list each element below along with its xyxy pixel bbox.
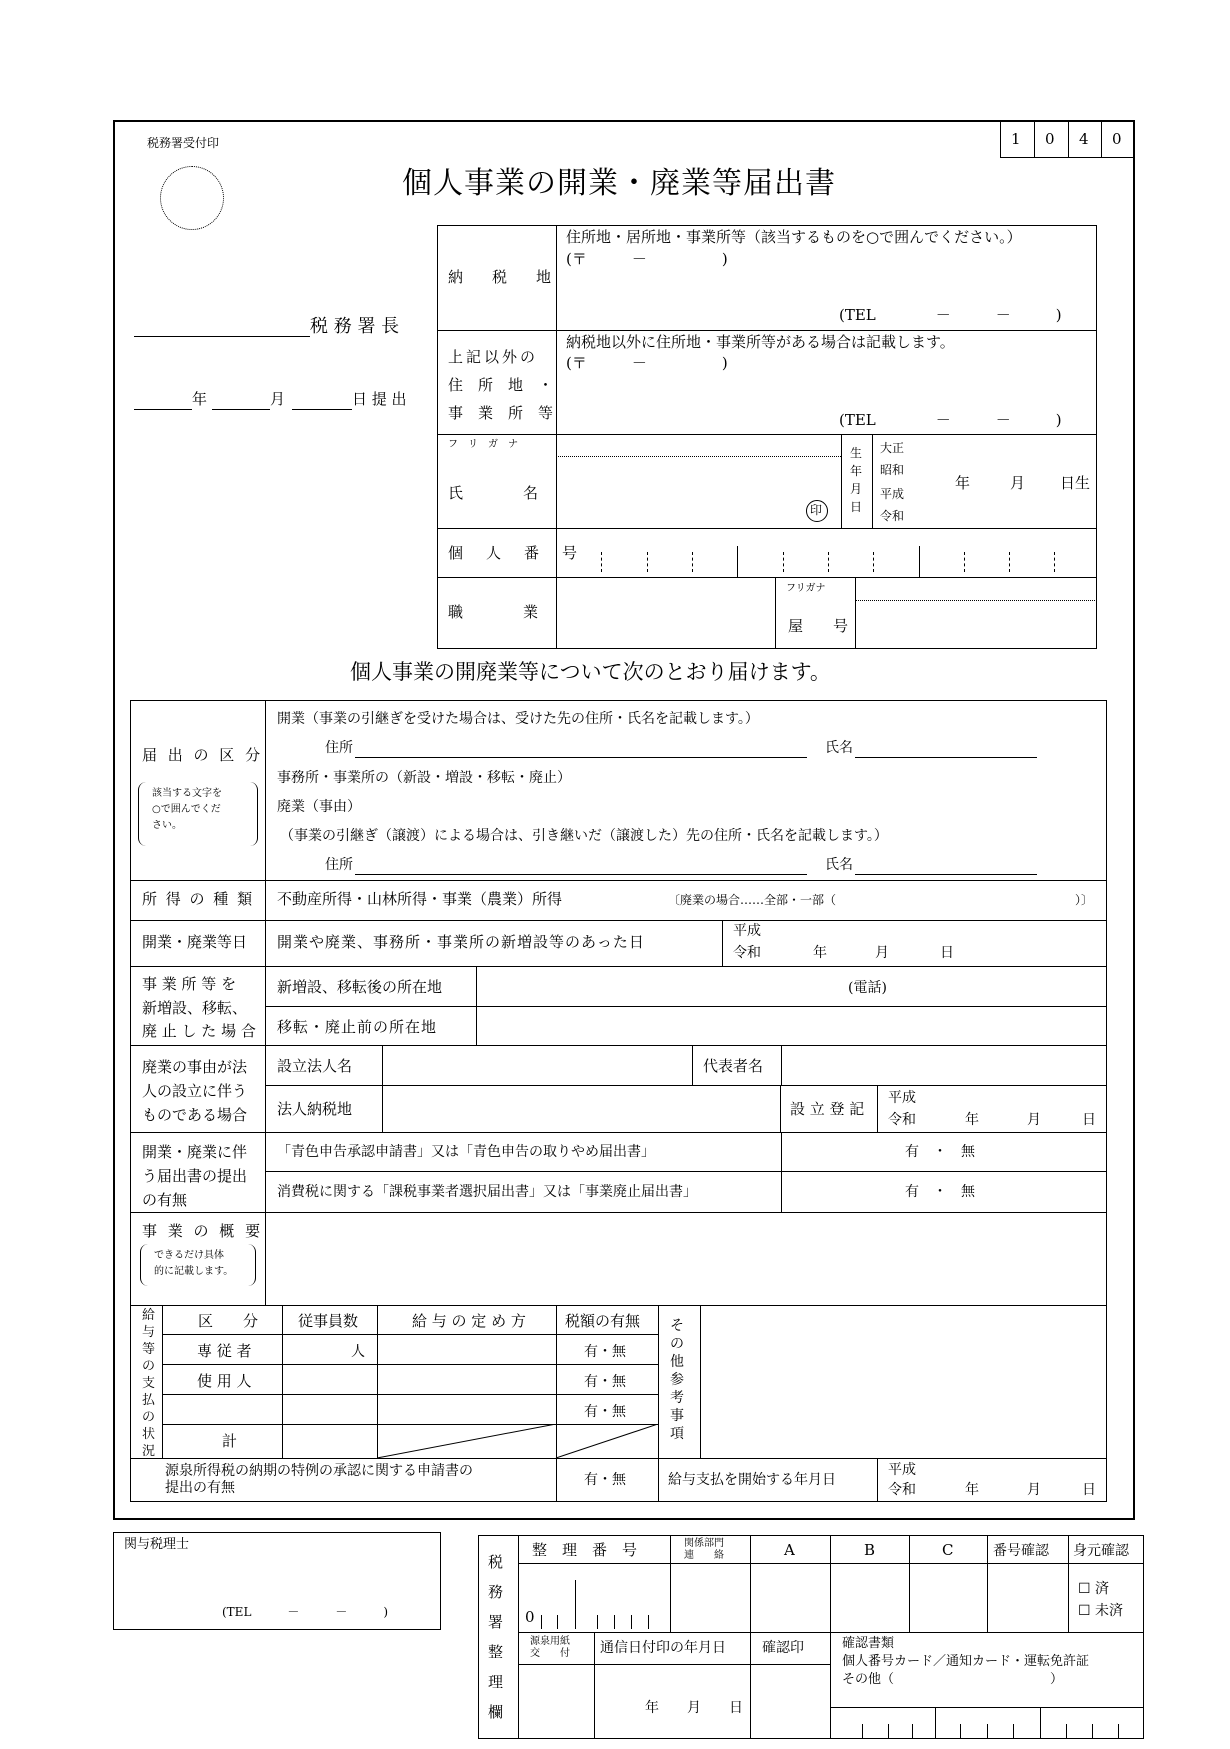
- corp-label: 人の設立に伴う: [142, 1082, 248, 1100]
- salary-vlabel: 給: [142, 1308, 156, 1323]
- office-new-label: 新増設、移転後の所在地: [277, 978, 443, 996]
- salary-vlabel: 支: [142, 1376, 156, 1391]
- era-option[interactable]: 平成: [880, 487, 905, 501]
- submit-month: 月: [270, 390, 286, 408]
- stamp-label: 税務署受付印: [147, 136, 220, 150]
- salary-tax-yn[interactable]: 有・無: [584, 1374, 626, 1390]
- open-date-era[interactable]: 平成: [733, 923, 761, 939]
- withholding-era[interactable]: 令和: [888, 1482, 916, 1498]
- form-number-digit: 0: [1112, 130, 1122, 148]
- other-notes-label: の: [670, 1336, 684, 1352]
- salary-tax-yn[interactable]: 有・無: [584, 1344, 626, 1360]
- other-address-label: 上記以外の: [448, 348, 539, 366]
- other-address-tel: (TEL － － ): [839, 411, 1062, 429]
- notice-name-label: 氏名: [825, 740, 853, 756]
- corp-rep-label: 代表者名: [703, 1057, 764, 1075]
- withholding-day: 日: [1082, 1482, 1096, 1498]
- notice-label: 届 出 の 区 分: [142, 746, 264, 764]
- furigana-label: フ リ ガ ナ: [448, 439, 518, 450]
- id-check-undone[interactable]: ☐ 未済: [1078, 1603, 1124, 1619]
- office-change-label: 廃 止 し た 場 合: [142, 1022, 256, 1040]
- tsushin-date: 年 月 日: [645, 1700, 743, 1716]
- taxplace-desc: 住所地・居所地・事業所等（該当するものを○で囲んでください。）: [566, 228, 1022, 246]
- salary-row-label: 専 従 者: [197, 1342, 252, 1360]
- open-date-desc: 開業や廃業、事務所・事業所の新増設等のあった日: [277, 933, 645, 951]
- office-header-number-check: 番号確認: [993, 1543, 1049, 1559]
- office-phone-label: (電話): [848, 980, 887, 996]
- income-abolish-close: ）〕: [1075, 893, 1094, 907]
- birth-label: 年: [850, 464, 863, 478]
- office-vlabel: 整: [488, 1643, 504, 1661]
- office-header-a: A: [784, 1541, 795, 1559]
- notice-name-label-2: 氏名: [825, 857, 853, 873]
- docs-other: その他（ ）: [842, 1672, 1064, 1687]
- taxplace-input[interactable]: [560, 272, 1084, 302]
- accountant-label: 関与税理士: [124, 1537, 190, 1552]
- office-header-b: B: [864, 1541, 876, 1559]
- other-notes-label: 項: [670, 1426, 684, 1442]
- birth-day: 日生: [1060, 474, 1091, 492]
- corp-era[interactable]: 令和: [888, 1112, 916, 1128]
- office-vlabel: 欄: [488, 1703, 504, 1721]
- filings-label: う届出書の提出: [142, 1167, 248, 1185]
- tsushin-label: 通信日付印の年月日: [600, 1640, 726, 1656]
- office-change-label: 新増設、移転、: [142, 999, 248, 1017]
- salary-vlabel: 与: [142, 1325, 156, 1340]
- name-input[interactable]: [560, 470, 804, 512]
- era-option[interactable]: 大正: [880, 441, 905, 455]
- corp-era[interactable]: 平成: [888, 1090, 916, 1106]
- other-notes-label: 事: [670, 1408, 684, 1424]
- form-title: 個人事業の開業・廃業等届出書: [402, 166, 836, 201]
- salary-vlabel: の: [142, 1359, 156, 1374]
- corp-name-label: 設立法人名: [277, 1057, 353, 1075]
- shop-name-label: 屋 号: [788, 617, 849, 635]
- form-number-digit: 4: [1079, 130, 1089, 148]
- notice-addr-label-2: 住所: [325, 857, 353, 873]
- tax-office-chief: 税 務 署 長: [310, 316, 400, 337]
- other-address-desc: 納税地以外に住所地・事業所等がある場合は記載します。: [566, 333, 955, 351]
- birth-label: 日: [850, 500, 863, 514]
- office-vlabel: 務: [488, 1583, 504, 1601]
- notice-note: さい。: [152, 820, 182, 831]
- open-date-era[interactable]: 令和: [733, 945, 761, 961]
- filings-label: 開業・廃業に伴: [142, 1143, 248, 1161]
- office-header-seiri: 整 理 番 号: [532, 1541, 638, 1559]
- submit-year: 年: [192, 390, 208, 408]
- salary-vlabel: 等: [142, 1342, 156, 1357]
- summary-note: 的に記載します。: [154, 1266, 234, 1277]
- personal-number-label: 個 人 番 号: [448, 544, 582, 562]
- salary-start-label: 給与支払を開始する年月日: [668, 1472, 836, 1488]
- id-check-done[interactable]: ☐ 済: [1078, 1581, 1110, 1597]
- gensen-label: 交 付: [530, 1648, 570, 1659]
- corp-day: 日: [1082, 1112, 1096, 1128]
- open-date-year: 年: [813, 945, 827, 961]
- salary-header: 税額の有無: [565, 1312, 641, 1330]
- salary-row-label: 使 用 人: [197, 1372, 252, 1390]
- shop-furigana-label: フリガナ: [786, 583, 826, 594]
- filing-blue-return: 「青色申告承認申請書」又は「青色申告の取りやめ届出書」: [277, 1144, 655, 1160]
- occupation-label: 職 業: [448, 603, 539, 621]
- withholding-label: 提出の有無: [165, 1480, 235, 1496]
- other-notes-label: 他: [670, 1354, 684, 1370]
- other-notes-label: 参: [670, 1372, 684, 1388]
- summary-note: できるだけ具体: [154, 1250, 224, 1261]
- notice-note: 該当する文字を: [152, 788, 222, 799]
- other-address-postal: (〒 － ): [566, 354, 728, 372]
- open-date-day: 日: [940, 945, 954, 961]
- salary-header: 給 与 の 定 め 方: [412, 1312, 526, 1330]
- office-use-table: [478, 1535, 1144, 1739]
- accountant-tel: (TEL － － ): [222, 1605, 389, 1619]
- notice-office[interactable]: 事務所・事業所の（新設・増設・移転・廃止）: [277, 770, 571, 786]
- summary-input[interactable]: [270, 1216, 1104, 1304]
- taxplace-tel: (TEL － － ): [839, 306, 1062, 324]
- filing-consumption-tax: 消費税に関する「課税事業者選択届出書」又は「事業廃止届出書」: [277, 1184, 697, 1200]
- withholding-yn[interactable]: 有・無: [584, 1472, 626, 1488]
- other-notes-label: そ: [670, 1318, 684, 1334]
- submit-day: 日 提 出: [352, 390, 407, 408]
- withholding-label: 源泉所得税の納期の特例の承認に関する申請書の: [165, 1463, 473, 1479]
- salary-header: 従事員数: [298, 1312, 359, 1330]
- form-number-digit: 1: [1011, 130, 1021, 148]
- office-change-label: 事 業 所 等 を: [142, 975, 237, 993]
- salary-vlabel: 況: [142, 1444, 156, 1459]
- taxplace-label: 納 税 地: [448, 268, 559, 286]
- docs-list: 個人番号カード／通知カード・運転免許証: [842, 1654, 1090, 1669]
- open-date-month: 月: [875, 945, 889, 961]
- office-vlabel: 署: [488, 1613, 504, 1631]
- form-subtitle: 個人事業の開廃業等について次のとおり届けます。: [350, 660, 831, 684]
- salary-row-label: 計: [222, 1432, 238, 1450]
- era-option[interactable]: 令和: [880, 509, 905, 523]
- notice-opening[interactable]: 開業（事業の引継ぎを受けた場合は、受けた先の住所・氏名を記載します。）: [277, 711, 759, 727]
- filings-label: の有無: [142, 1191, 188, 1209]
- era-option[interactable]: 昭和: [880, 463, 905, 477]
- salary-header: 区 分: [198, 1312, 259, 1330]
- office-vlabel: 理: [488, 1673, 504, 1691]
- income-label: 所 得 の 種 類: [142, 890, 255, 908]
- other-address-label: 住 所 地 ・: [448, 376, 554, 394]
- other-address-label: 事 業 所 等: [448, 404, 554, 422]
- taxplace-postal: (〒 － ): [566, 250, 728, 268]
- office-vlabel: 税: [488, 1553, 504, 1571]
- salary-vlabel: 状: [142, 1427, 156, 1442]
- salary-person-unit: 人: [351, 1344, 365, 1360]
- open-date-label: 開業・廃業等日: [142, 933, 248, 951]
- birth-month: 月: [1010, 474, 1026, 492]
- birth-label: 生: [850, 446, 863, 460]
- other-notes-label: 考: [670, 1390, 684, 1406]
- office-old-label: 移転・廃止前の所在地: [277, 1018, 438, 1036]
- salary-vlabel: 払: [142, 1393, 156, 1408]
- kakunin-label: 確認印: [762, 1640, 804, 1656]
- office-header-c: C: [942, 1541, 954, 1559]
- salary-total-slash: [377, 1424, 658, 1458]
- salary-vlabel: の: [142, 1410, 156, 1425]
- corp-year: 年: [965, 1112, 979, 1128]
- corp-month: 月: [1027, 1112, 1041, 1128]
- birth-label: 月: [850, 482, 863, 496]
- notice-transfer: （事業の引継ぎ（譲渡）による場合は、引き継いだ（譲渡した）先の住所・氏名を記載します。）: [280, 828, 888, 844]
- income-types[interactable]: 不動産所得・山林所得・事業（農業）所得: [277, 890, 563, 908]
- office-header-bumon: 関係部門: [684, 1538, 724, 1549]
- seiri-number-zero: 0: [525, 1608, 535, 1626]
- withholding-era[interactable]: 平成: [888, 1462, 916, 1478]
- office-header-id-check: 身元確認: [1073, 1543, 1129, 1559]
- filing-consumption-tax-yn[interactable]: 有 ・ 無: [905, 1184, 975, 1200]
- corp-label: 廃業の事由が法: [142, 1058, 248, 1076]
- notice-abolish[interactable]: 廃業（事由）: [277, 799, 361, 815]
- withholding-month: 月: [1027, 1482, 1041, 1498]
- stamp-circle: [160, 166, 224, 230]
- name-label: 氏 名: [448, 484, 539, 502]
- summary-label: 事 業 の 概 要: [142, 1222, 264, 1240]
- corp-reg-label: 設 立 登 記: [790, 1100, 865, 1118]
- corp-tax-place-label: 法人納税地: [277, 1100, 353, 1118]
- office-header-renraku: 連 絡: [684, 1550, 724, 1561]
- birth-year: 年: [955, 474, 971, 492]
- income-abolish: 〔廃業の場合……全部・一部（: [668, 893, 837, 907]
- seal-mark: 印: [810, 503, 823, 517]
- salary-tax-yn[interactable]: 有・無: [584, 1404, 626, 1420]
- notice-addr-label: 住所: [325, 740, 353, 756]
- filing-blue-return-yn[interactable]: 有 ・ 無: [905, 1144, 975, 1160]
- corp-label: ものである場合: [142, 1106, 248, 1124]
- form-number-digit: 0: [1045, 130, 1055, 148]
- notice-note: ○で囲んでくだ: [152, 804, 221, 815]
- withholding-year: 年: [965, 1482, 979, 1498]
- docs-label: 確認書類: [842, 1636, 895, 1651]
- gensen-label: 源泉用紙: [530, 1636, 570, 1647]
